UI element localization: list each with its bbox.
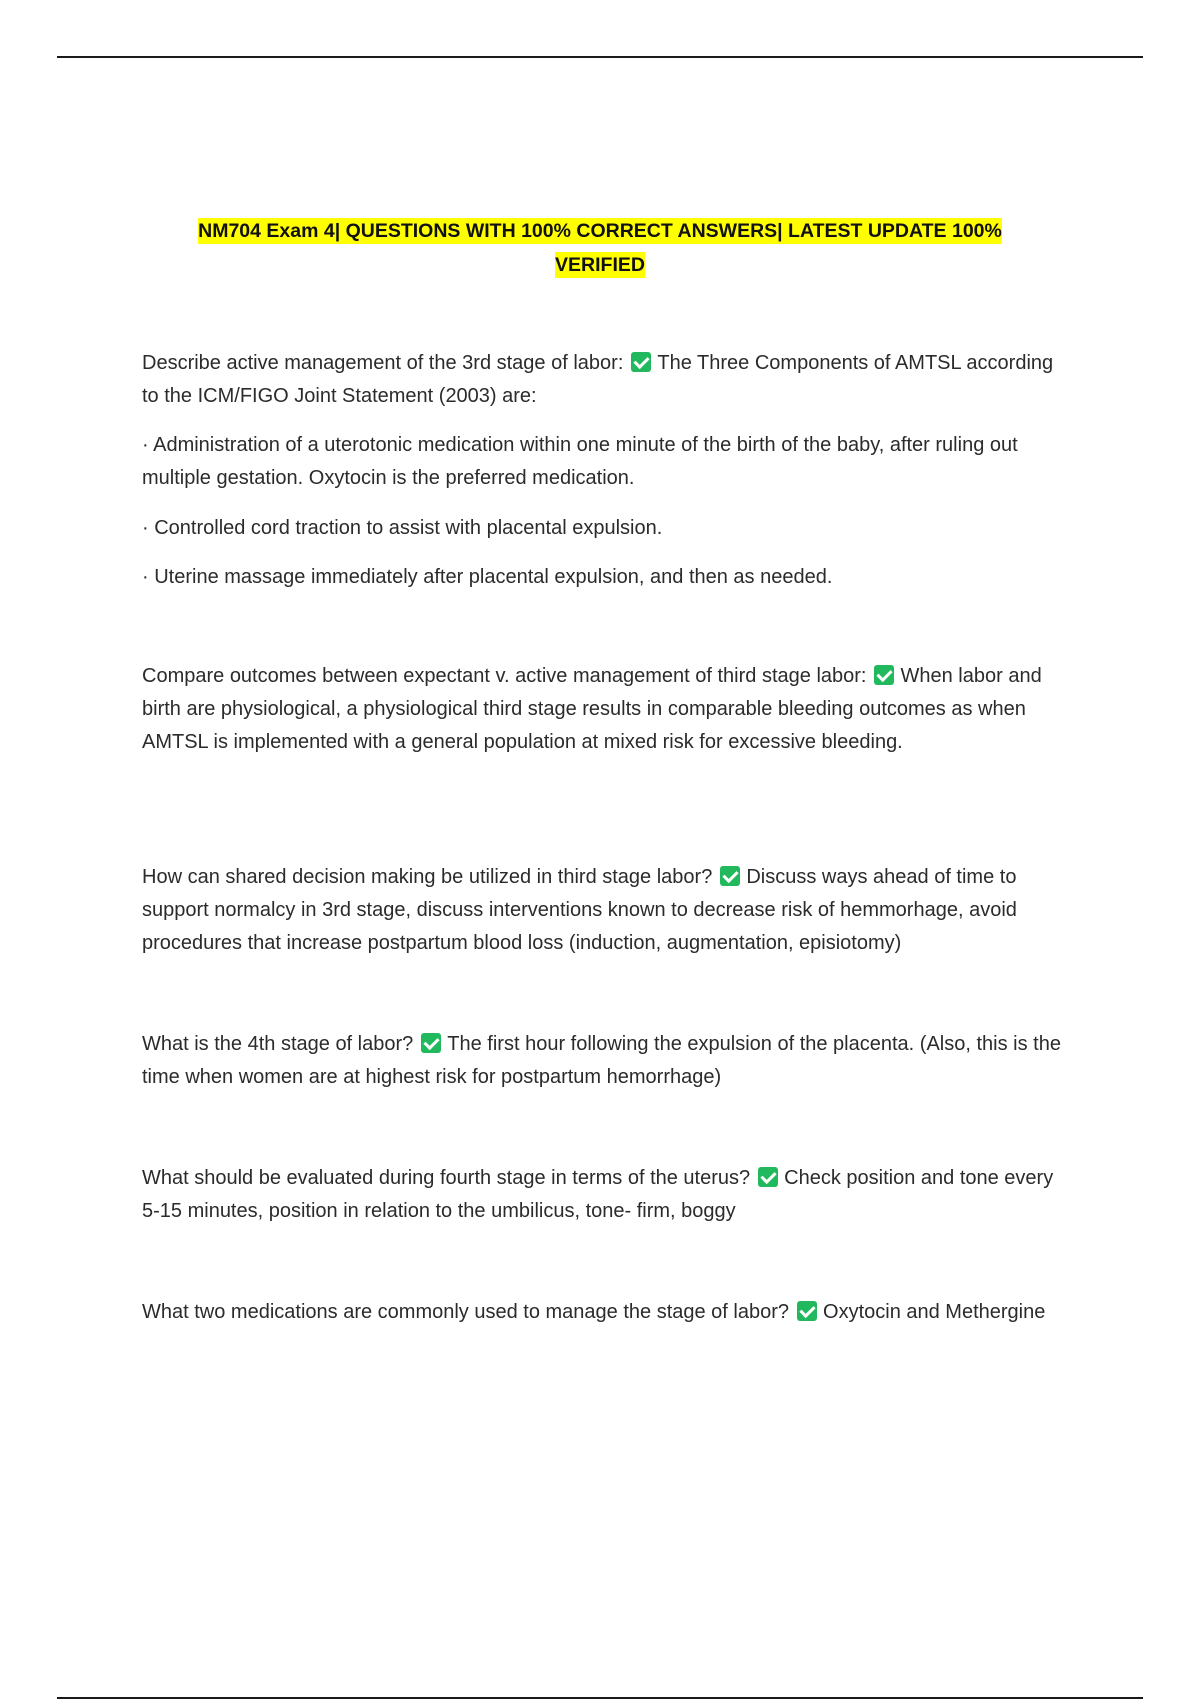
qa-item-6 xyxy=(142,1296,1067,1329)
check-mark-icon xyxy=(720,866,740,886)
qa-item-4 xyxy=(142,1028,1067,1094)
answer-1-bullet-1: · Administration of a uterotonic medication within one minute of the birth of the baby, after ruling out multiple gestation. Oxytocin is the preferred medication. xyxy=(142,434,1018,489)
answer-5: Check position and tone every 5-15 minutes, position in relation to the umbilicus, tone- firm, boggy xyxy=(142,1167,1054,1222)
question-4: What is the 4th stage of labor? xyxy=(142,1033,414,1055)
answer-3: Discuss ways ahead of time to support normalcy in 3rd stage, discuss interventions known to decrease risk of hemmorhage, avoid procedures that increase postpartum blood loss (induction, augmentation, episiotomy) xyxy=(142,866,1017,954)
answer-1: The Three Components of AMTSL according to the ICM/FIGO Joint Statement (2003) are: xyxy=(142,352,1054,407)
answer-4: The first hour following the expulsion of the placenta. (Also, this is the time when women are at highest risk for postpartum hemorrhage) xyxy=(142,1033,1061,1088)
bottom-rule xyxy=(57,1697,1143,1699)
check-mark-icon xyxy=(421,1033,441,1053)
question-5: What should be evaluated during fourth stage in terms of the uterus? xyxy=(142,1167,751,1189)
answer-6: Oxytocin and Methergine xyxy=(823,1301,1046,1323)
qa-item-3 xyxy=(142,861,1067,960)
question-2: Compare outcomes between expectant v. active management of third stage labor: xyxy=(142,665,867,687)
check-mark-icon xyxy=(797,1301,817,1321)
answer-1-bullet-2: · Controlled cord traction to assist with placental expulsion. xyxy=(142,517,663,539)
qa-item-5 xyxy=(142,1162,1067,1228)
title-line-2: VERIFIED xyxy=(555,254,645,276)
question-1: Describe active management of the 3rd stage of labor: xyxy=(142,352,624,374)
top-rule xyxy=(57,56,1143,58)
answer-2: When labor and birth are physiological, a physiological third stage results in comparable bleeding outcomes as when AMTSL is implemented with a general population at mixed risk for excessive bleeding. xyxy=(142,665,1042,753)
document-title xyxy=(100,214,1100,282)
check-mark-icon xyxy=(874,665,894,685)
check-mark-icon xyxy=(631,352,651,372)
check-mark-icon xyxy=(758,1167,778,1187)
question-6: What two medications are commonly used to manage the stage of labor? xyxy=(142,1301,790,1323)
title-line-1: NM704 Exam 4| QUESTIONS WITH 100% CORRECT ANSWERS| LATEST UPDATE 100% xyxy=(198,220,1002,242)
qa-item-1 xyxy=(142,347,1067,413)
answer-1-bullet-3: · Uterine massage immediately after placental expulsion, and then as needed. xyxy=(142,566,833,588)
question-3: How can shared decision making be utilized in third stage labor? xyxy=(142,866,713,888)
qa-item-2 xyxy=(142,660,1067,759)
